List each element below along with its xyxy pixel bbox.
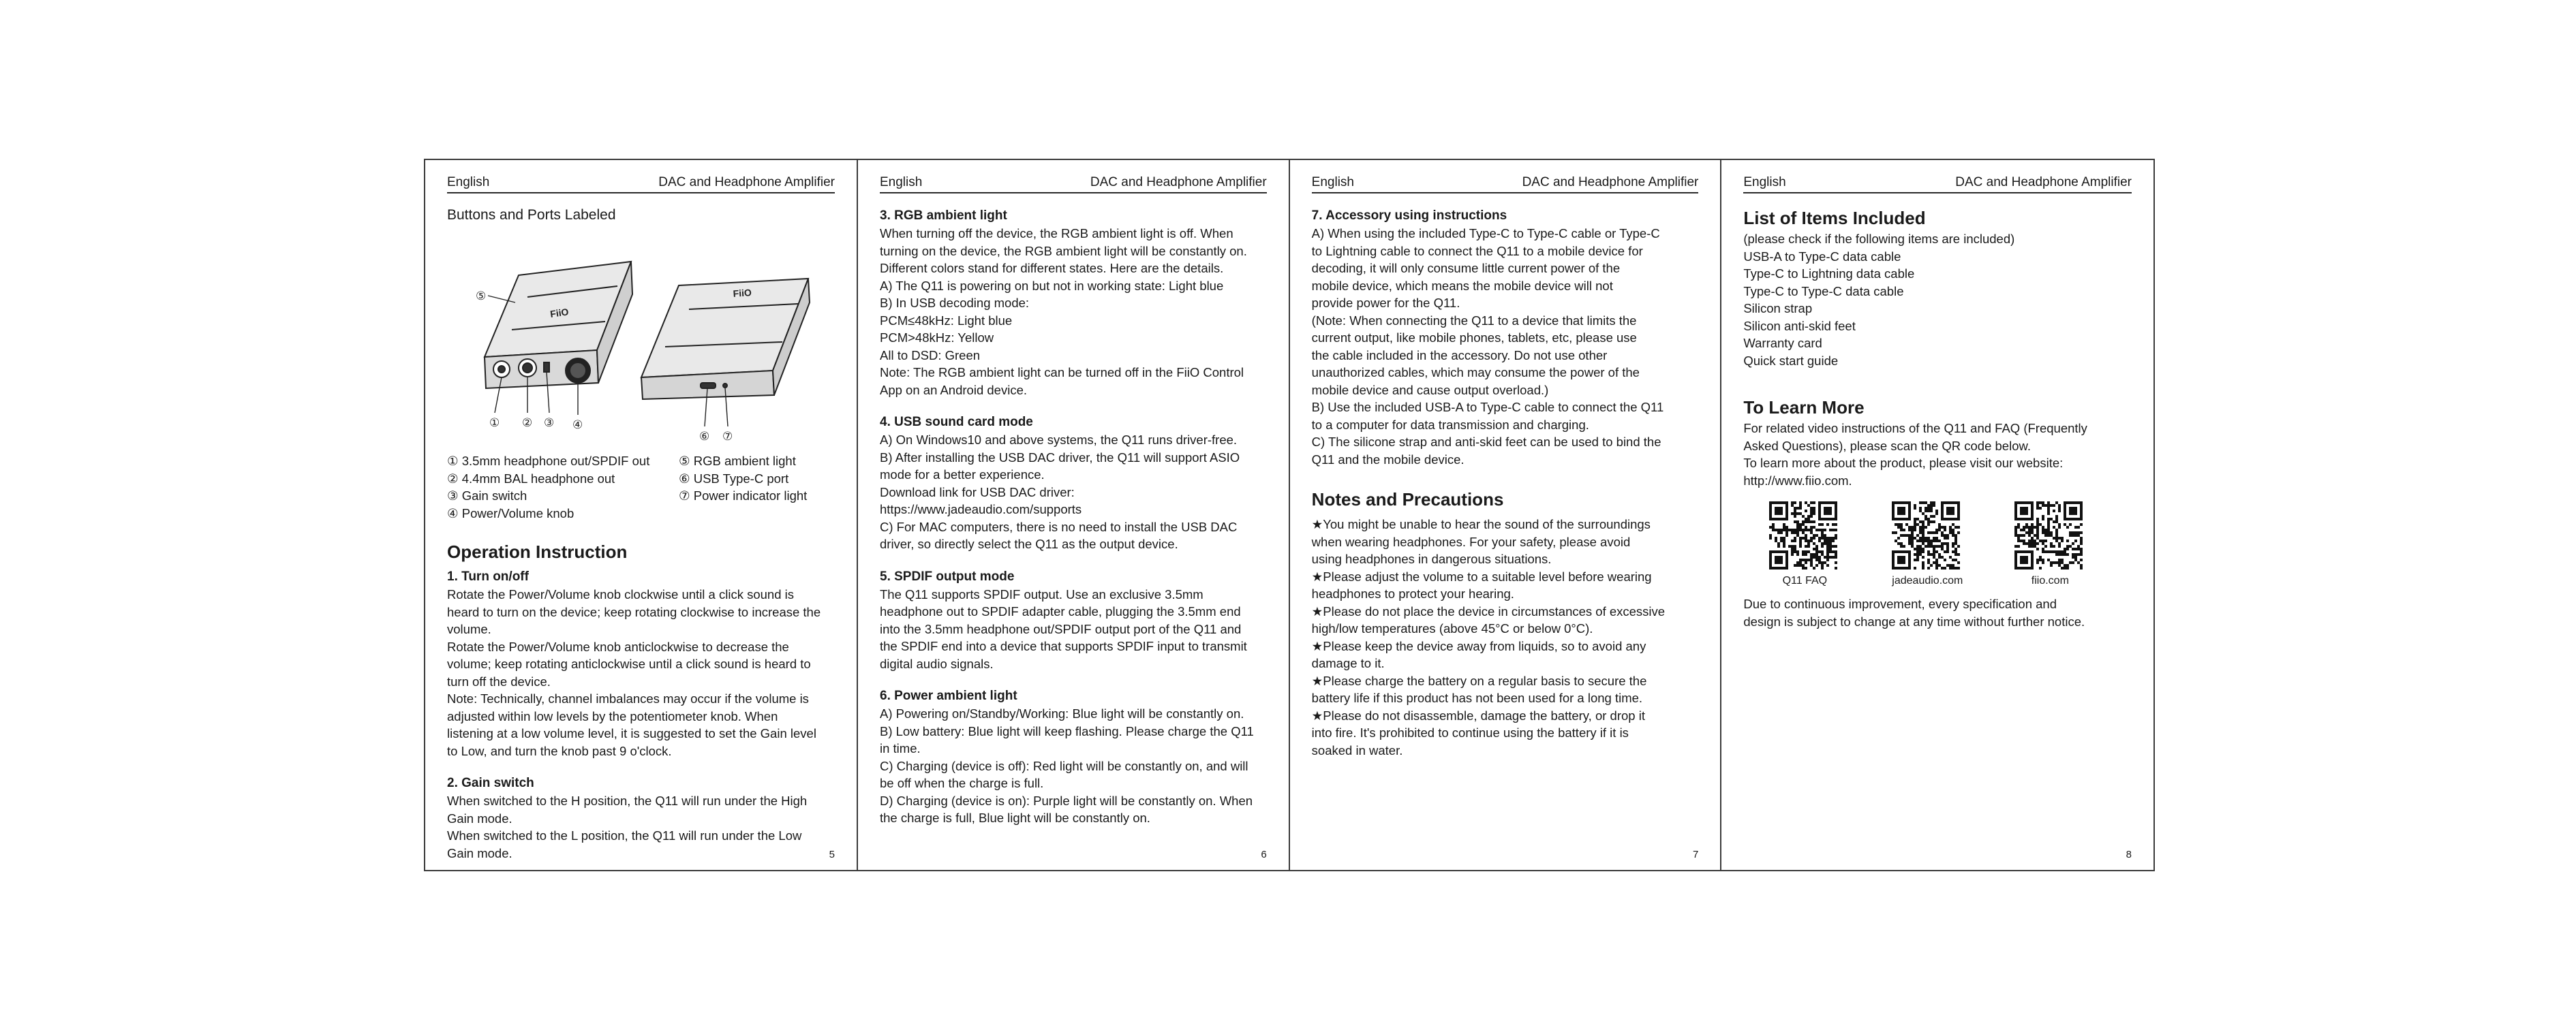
legend-item — [679, 505, 835, 522]
page-8 — [1721, 160, 2153, 870]
notes-title: Notes and Precautions — [1311, 489, 1504, 510]
header-language: English — [880, 175, 923, 189]
page-6 — [858, 160, 1290, 870]
qr-fiio[interactable] — [2014, 501, 2085, 587]
section-usb-sound-card — [880, 413, 1267, 553]
section-title: 2. Gain switch — [447, 776, 534, 790]
operation-title: Operation Instruction — [447, 542, 628, 562]
callout-6: ⑥ — [699, 430, 710, 443]
qr-label: fiio.com — [2031, 575, 2069, 587]
section-body: The Q11 supports SPDIF output. Use an exclusive 3.5mm headphone out to SPDIF adapter cable, plugging the 3.5mm end into the 3.5mm headphone out/SPDIF output port of the Q11 and the SPDIF end into a device that supports SPDIF input to transmit digital audio signals. — [880, 587, 1247, 671]
header-language: English — [1311, 175, 1354, 189]
page-number: 8 — [2126, 849, 2132, 860]
qr-faq[interactable] — [1769, 501, 1840, 587]
legend-item: ① 3.5mm headphone out/SPDIF out — [447, 454, 650, 468]
section-title: 6. Power ambient light — [880, 689, 1017, 703]
footer-note: Due to continuous improvement, every specification and design is subject to change at any time without further notice. — [1743, 597, 2085, 629]
device-front — [485, 262, 632, 388]
legend-item: ③ Gain switch — [447, 488, 527, 503]
page-5 — [425, 160, 858, 870]
callout-1: ① — [489, 416, 500, 430]
page-7 — [1290, 160, 1722, 870]
ports-legend — [447, 452, 835, 522]
qr-code-icon — [2014, 501, 2085, 572]
section-body: When switched to the H position, the Q11 will run under the High Gain mode. When switched to the L position, the Q11 will run under the Low Gain mode. — [447, 794, 808, 860]
device-logo-rear: FiiO — [733, 287, 752, 299]
legend-item: ⑦ Power indicator light — [679, 488, 808, 503]
section-power-light — [880, 687, 1267, 827]
section-title: 4. USB sound card mode — [880, 415, 1033, 429]
section-body: A) Powering on/Standby/Working: Blue light will be constantly on. B) Low battery: Blue light will keep flashing. Please charge the Q11 in time. C) Charging (device is off): Red light will be constantly on, and will be off when the charge is full. D) Charging (device is on): Purple light will be constantly on. When the charge is full, Blue light will be constantly on. — [880, 706, 1254, 825]
section-title: 5. SPDIF output mode — [880, 569, 1015, 584]
header-language: English — [1743, 175, 1786, 189]
buttons-title: Buttons and Ports Labeled — [447, 207, 616, 223]
qr-label: Q11 FAQ — [1782, 575, 1828, 587]
items-list: (please check if the following items are included) USB-A to Type-C data cable Type-C to Lightning data cable Type-C to Type-C data cable Silicon strap Silicon anti-skid feet Warranty card Quick start guide — [1743, 232, 2015, 368]
page-header — [1312, 175, 1699, 193]
callout-5: ⑤ — [476, 290, 487, 303]
section-rgb-light — [880, 207, 1267, 399]
qr-jadeaudio[interactable] — [1892, 501, 1963, 587]
qr-label: jadeaudio.com — [1892, 575, 1963, 587]
section-title: 1. Turn on/off — [447, 569, 529, 584]
device-logo-front: FiiO — [549, 306, 570, 319]
page-number: 6 — [1261, 849, 1267, 860]
items-title: List of Items Included — [1743, 208, 1926, 228]
header-product: DAC and Headphone Amplifier — [1522, 175, 1699, 189]
qr-code-icon — [1769, 501, 1840, 572]
learn-more-body: For related video instructions of the Q11 and FAQ (Frequently Asked Questions), please scan the QR code below. To learn more about the product, please visit our website: http://www.fiio.com. — [1743, 421, 2087, 488]
callout-3: ③ — [544, 416, 555, 430]
section-gain-switch — [447, 775, 835, 862]
section-title: 3. RGB ambient light — [880, 208, 1007, 223]
header-product: DAC and Headphone Amplifier — [1090, 175, 1267, 189]
header-product: DAC and Headphone Amplifier — [1955, 175, 2132, 189]
section-body: A) On Windows10 and above systems, the Q11 runs driver-free. B) After installing the USB DAC driver, the Q11 will support ASIO mode for a better experience. Download link for USB DAC driver: https://www.jadeaudio.com/supports C) For MAC computers, there is no need to install the USB DAC driver, so directly select the Q11 as the output device. — [880, 433, 1240, 551]
callout-4: ④ — [572, 418, 583, 432]
header-language: English — [447, 175, 490, 189]
qr-code-icon — [1892, 501, 1963, 572]
notes-body: ★You might be unable to hear the sound of the surroundings when wearing headphones. For your safety, please avoid using headphones in dangerous situations. ★Please adjust the volume to a suitable level before wearing headphones to protect your hearing. ★Please do not place the device in circumstances of excessive high/low temperatures (above 45°C or below 0°C). ★Please keep the device away from liquids, so to avoid any damage to it. ★Please charge the battery on a regular basis to secure the battery life if this product has not been used for a long time. ★Please do not disassemble, damage the battery, or drop it into fire. It's prohibited to continue using the battery if it is soaked in water. — [1311, 517, 1666, 758]
device-drawing — [447, 234, 835, 452]
section-title: 7. Accessory using instructions — [1311, 208, 1507, 223]
page-header — [880, 175, 1267, 193]
learn-more-title: To Learn More — [1743, 397, 1865, 418]
legend-item: ⑤ RGB ambient light — [679, 454, 796, 468]
legend-item: ② 4.4mm BAL headphone out — [447, 471, 615, 486]
section-body: When turning off the device, the RGB ambient light is off. When turning on the device, the RGB ambient light will be constantly on. Different colors stand for different states. Here are the details. A) The Q11 is powering on but not in working state: Light blue B) In USB decoding mode: PCM≤48kHz: Light blue PCM>48kHz: Yellow All to DSD: Green Note: The RGB ambient light can be turned off in the FiiO Control App on an Android device. — [880, 226, 1247, 397]
manual-spread — [424, 159, 2155, 871]
section-body: Rotate the Power/Volume knob clockwise until a click sound is heard to turn on the device; keep rotating clockwise to increase the volume. Rotate the Power/Volume knob anticlockwise to decrease the volume; keep rotating anticlockwise until a click sound is heard to turn off the device. Note: Technically, channel imbalances may occur if the volume is adjusted within low levels by the potentiometer knob. When listening at a low volume level, it is suggested to set the Gain level to Low, and turn the knob past 9 o'clock. — [447, 587, 821, 758]
device-illustration — [447, 234, 835, 452]
section-body: A) When using the included Type-C to Type-C cable or Type-C to Lightning cable to connect the Q11 to a mobile device for decoding, it will only consume little current power of the mobile device, which means the mobile device will not provide power for the Q11. (Note: When connecting the Q11 to a device that limits the current output, like mobile phones, tablets, etc, please use the cable included in the accessory. Do not use other unauthorized cables, which may consume the power of the mobile device and cause output overload.) B) Use the included USB-A to Type-C cable to connect the Q11 to a computer for data transmission and charging. C) The silicone strap and anti-skid feet can be used to bind the Q11 and the mobile device. — [1311, 226, 1664, 467]
device-rear — [641, 279, 810, 399]
section-spdif — [880, 568, 1267, 673]
page-header — [1743, 175, 2132, 193]
page-header — [447, 175, 835, 193]
legend-item: ④ Power/Volume knob — [447, 505, 574, 520]
header-product: DAC and Headphone Amplifier — [658, 175, 835, 189]
section-accessory — [1312, 207, 1699, 468]
callout-2: ② — [522, 416, 533, 430]
qr-codes — [1743, 501, 2111, 587]
page-number: 7 — [1693, 849, 1699, 860]
section-turn-on-off — [447, 568, 835, 760]
legend-item: ⑥ USB Type-C port — [679, 471, 789, 486]
callout-7: ⑦ — [722, 430, 733, 443]
page-number: 5 — [829, 849, 835, 860]
